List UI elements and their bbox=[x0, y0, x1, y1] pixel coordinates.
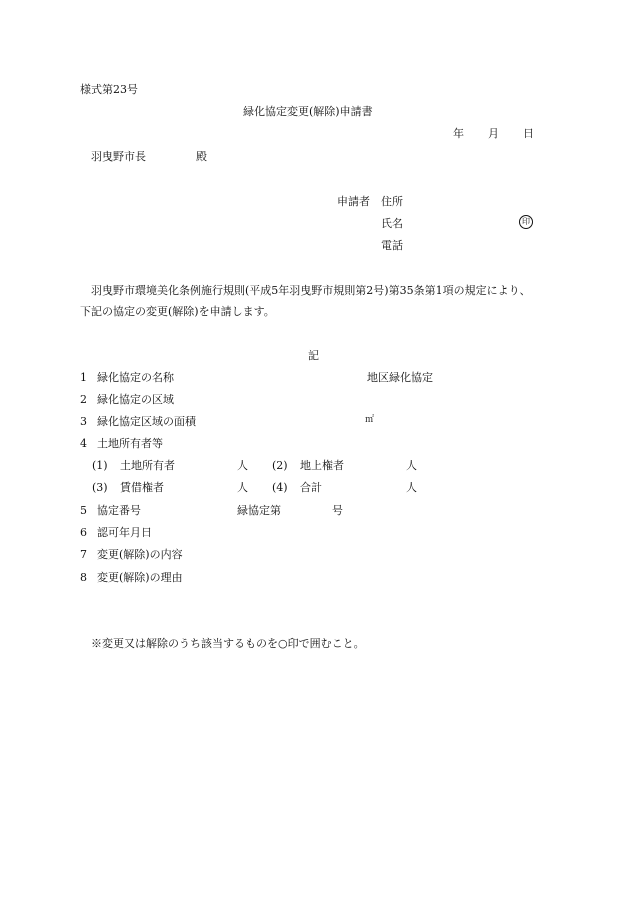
item-3-unit: ㎡ bbox=[365, 415, 375, 425]
form-number: 様式第23号 bbox=[80, 83, 138, 96]
item-6-num: 6 bbox=[80, 526, 87, 539]
item-8-num: 8 bbox=[80, 571, 87, 584]
sub-1-unit: 人 bbox=[237, 459, 248, 472]
item-2-label: 緑化協定の区域 bbox=[97, 393, 174, 406]
sub-2-label: 地上権者 bbox=[300, 459, 344, 472]
phone-label: 電話 bbox=[381, 239, 403, 252]
seal-mark: 印 bbox=[519, 215, 533, 229]
item-3-label: 緑化協定区域の面積 bbox=[97, 415, 196, 428]
ki-heading: 記 bbox=[308, 349, 319, 362]
date-month: 月 bbox=[488, 127, 499, 140]
item-5-suffix: 号 bbox=[332, 504, 343, 517]
sub-4-num: (4) bbox=[272, 481, 288, 494]
seal-stamp bbox=[519, 215, 533, 229]
addressee-name: 羽曳野市長 bbox=[91, 150, 146, 163]
sub-3-label: 賃借権者 bbox=[120, 481, 164, 494]
item-5-num: 5 bbox=[80, 504, 87, 517]
item-1-num: 1 bbox=[80, 371, 87, 384]
item-2-num: 2 bbox=[80, 393, 87, 406]
addressee-honorific: 殿 bbox=[196, 150, 207, 163]
applicant-label: 申請者 bbox=[337, 195, 370, 208]
item-3-num: 3 bbox=[80, 415, 87, 428]
sub-1-label: 土地所有者 bbox=[120, 459, 175, 472]
item-5-prefix: 緑協定第 bbox=[237, 504, 281, 517]
item-1-value: 地区緑化協定 bbox=[367, 371, 433, 384]
address-label: 住所 bbox=[381, 195, 403, 208]
item-1-label: 緑化協定の名称 bbox=[97, 371, 174, 384]
sub-4-unit: 人 bbox=[406, 481, 417, 494]
item-7-label: 変更(解除)の内容 bbox=[97, 548, 183, 561]
item-4-label: 土地所有者等 bbox=[97, 437, 163, 450]
item-6-label: 認可年月日 bbox=[97, 526, 152, 539]
item-4-num: 4 bbox=[80, 437, 87, 450]
item-5-label: 協定番号 bbox=[97, 504, 141, 517]
item-7-num: 7 bbox=[80, 548, 87, 561]
sub-4-label: 合計 bbox=[300, 481, 322, 494]
sub-2-unit: 人 bbox=[406, 459, 417, 472]
item-8-label: 変更(解除)の理由 bbox=[97, 571, 183, 584]
form-title: 緑化協定変更(解除)申請書 bbox=[243, 105, 373, 118]
footnote: ※変更又は解除のうち該当するものを○印で囲むこと。 bbox=[91, 637, 365, 650]
date-year: 年 bbox=[453, 127, 464, 140]
sub-2-num: (2) bbox=[272, 459, 288, 472]
sub-3-num: (3) bbox=[92, 481, 108, 494]
body-line-2: 下記の協定の変更(解除)を申請します。 bbox=[80, 305, 275, 318]
sub-3-unit: 人 bbox=[237, 481, 248, 494]
sub-1-num: (1) bbox=[92, 459, 108, 472]
body-line-1: 羽曳野市環境美化条例施行規則(平成5年羽曳野市規則第2号)第35条第1項の規定により、 bbox=[91, 284, 531, 297]
name-label: 氏名 bbox=[381, 217, 403, 230]
date-day: 日 bbox=[523, 127, 534, 140]
